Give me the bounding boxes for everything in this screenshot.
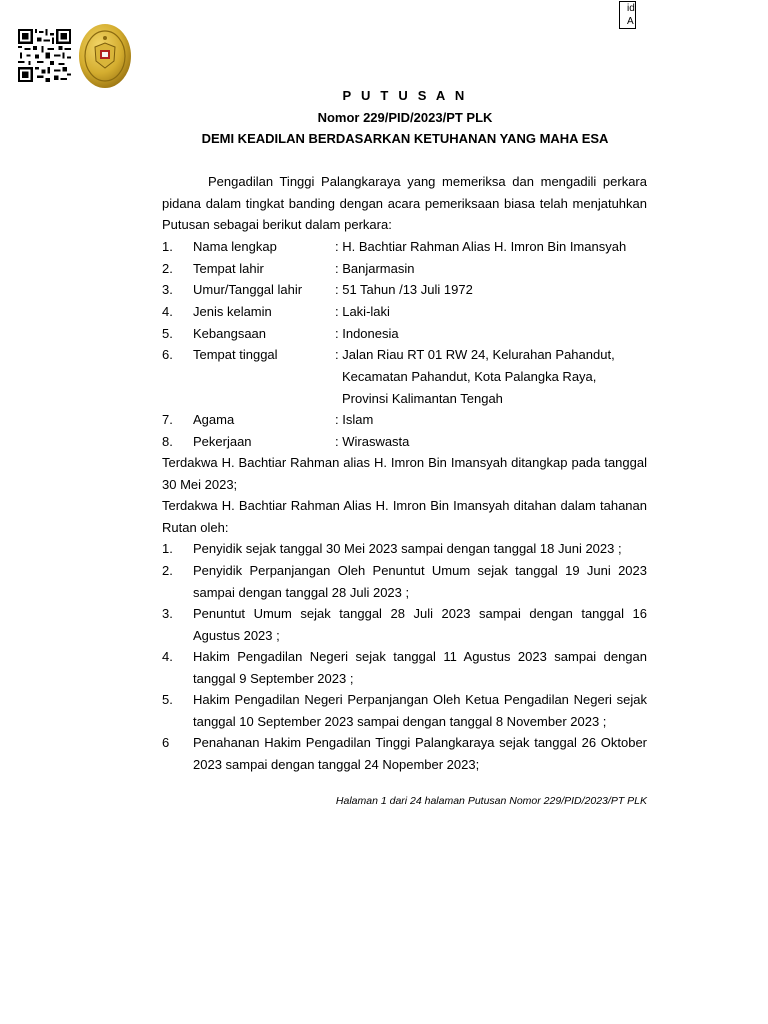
detention-number: 6	[162, 735, 170, 750]
detention-text: Penyidik Perpanjangan Oleh Penuntut Umum sejak tanggal 19 Juni 2023 sampai dengan tanggal 28 Juli 2023 ;	[193, 563, 647, 600]
identity-label: Jenis kelamin	[193, 304, 272, 319]
identity-number: 4.	[162, 304, 173, 319]
detention-number: 1.	[162, 541, 173, 556]
qr-code-icon	[16, 29, 73, 82]
identity-label: Agama	[193, 412, 235, 427]
detention-number: 2.	[162, 563, 173, 578]
detention-intro-paragraph: Terdakwa H. Bachtiar Rahman Alias H. Imron Bin Imansyah ditahan dalam tahanan Rutan oleh:	[162, 498, 647, 535]
page-footer: Halaman 1 dari 24 halaman Putusan Nomor 229/PID/2023/PT PLK	[335, 795, 647, 807]
identity-number: 8.	[162, 434, 173, 449]
identity-label: Umur/Tanggal lahir	[193, 282, 303, 297]
identity-number: 1.	[162, 239, 173, 254]
identity-value: : Indonesia	[335, 326, 399, 341]
identity-value: : Laki-laki	[335, 304, 390, 319]
identity-number: 3.	[162, 282, 173, 297]
identity-value: : Wiraswasta	[335, 434, 410, 449]
identity-number: 2.	[162, 261, 173, 276]
identity-label: Kebangsaan	[193, 326, 267, 341]
identity-value: : Islam	[335, 412, 374, 427]
identity-number: 7.	[162, 412, 173, 427]
identity-number: 5.	[162, 326, 173, 341]
detention-number: 4.	[162, 649, 173, 664]
detention-number: 3.	[162, 606, 173, 621]
arrest-paragraph: Terdakwa H. Bachtiar Rahman alias H. Imron Bin Imansyah ditangkap pada tanggal 30 Mei 2023;	[162, 455, 647, 492]
identity-value: : Jalan Riau RT 01 RW 24, Kelurahan Pahandut,	[335, 347, 615, 362]
identity-value: : 51 Tahun /13 Juli 1972	[335, 282, 473, 297]
detention-number: 5.	[162, 692, 173, 707]
identity-value-continuation: Provinsi Kalimantan Tengah	[342, 391, 503, 406]
identity-label: Tempat lahir	[193, 261, 264, 276]
intro-paragraph: Pengadilan Tinggi Palangkaraya yang memeriksa dan mengadili perkara pidana dalam tingkat banding dengan acara pemeriksaan biasa telah menjatuhkan Putusan sebagai berikut dalam perkara:	[162, 174, 647, 233]
decision-title: P U T U S A N	[342, 88, 468, 103]
detention-text: Penyidik sejak tanggal 30 Mei 2023 sampai dengan tanggal 18 Juni 2023 ;	[193, 541, 622, 556]
decision-motto: DEMI KEADILAN BERDASARKAN KETUHANAN YANG MAHA ESA	[201, 131, 609, 146]
corner-text-box	[619, 1, 636, 29]
identity-number: 6.	[162, 347, 173, 362]
identity-value: : H. Bachtiar Rahman Alias H. Imron Bin Imansyah	[335, 239, 627, 254]
detention-text: Hakim Pengadilan Negeri Perpanjangan Oleh Ketua Pengadilan Negeri sejak tanggal 10 September 2023 sampai dengan tanggal 8 November 2023 ;	[193, 692, 647, 729]
corner-text-line-1: id	[627, 3, 635, 14]
identity-value-continuation: Kecamatan Pahandut, Kota Palangka Raya,	[342, 369, 597, 384]
detention-text: Penuntut Umum sejak tanggal 28 Juli 2023 sampai dengan tanggal 16 Agustus 2023 ;	[193, 606, 647, 643]
identity-label: Nama lengkap	[193, 239, 277, 254]
identity-value: : Banjarmasin	[335, 261, 415, 276]
identity-label: Pekerjaan	[193, 434, 252, 449]
detention-text: Hakim Pengadilan Negeri sejak tanggal 11 Agustus 2023 sampai dengan tanggal 9 September 2023 ;	[193, 649, 647, 686]
identity-label: Tempat tinggal	[193, 347, 278, 362]
corner-text-line-2: A	[627, 16, 634, 27]
detention-text: Penahanan Hakim Pengadilan Tinggi Palangkaraya sejak tanggal 26 Oktober 2023 sampai dengan tanggal 24 Nopember 2023;	[193, 735, 647, 772]
decision-number: Nomor 229/PID/2023/PT PLK	[317, 110, 493, 125]
court-seal-icon	[78, 23, 132, 89]
